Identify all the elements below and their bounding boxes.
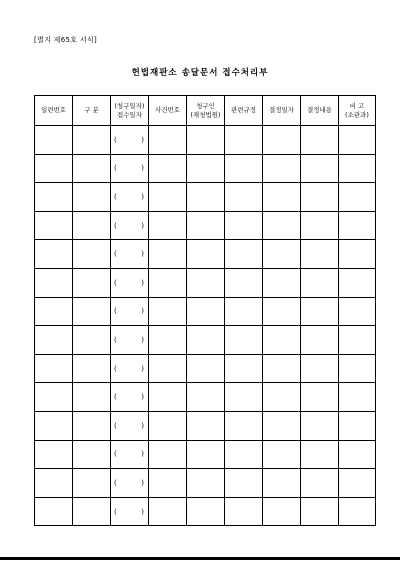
blank-cell <box>73 354 111 383</box>
table-row <box>35 326 376 355</box>
paren-close: ) <box>141 507 144 516</box>
blank-cell <box>187 411 225 440</box>
column-header-line: 결정내용 <box>306 106 333 114</box>
blank-cell <box>73 469 111 498</box>
blank-cell <box>301 183 339 212</box>
table-body <box>35 126 376 526</box>
table-row <box>35 411 376 440</box>
blank-cell <box>149 411 187 440</box>
blank-cell <box>187 354 225 383</box>
receipt-date-cell <box>111 497 149 526</box>
blank-cell <box>187 469 225 498</box>
blank-cell <box>73 211 111 240</box>
paren-open: ( <box>114 278 117 287</box>
blank-cell <box>187 154 225 183</box>
receipt-date-cell <box>111 154 149 183</box>
blank-cell <box>301 497 339 526</box>
column-header <box>187 96 225 126</box>
blank-cell <box>263 183 301 212</box>
header-row <box>35 96 376 126</box>
blank-cell <box>339 154 376 183</box>
blank-cell <box>301 469 339 498</box>
blank-cell <box>225 354 263 383</box>
blank-cell <box>263 211 301 240</box>
blank-cell <box>73 326 111 355</box>
blank-cell <box>187 497 225 526</box>
blank-cell <box>149 383 187 412</box>
blank-cell <box>339 126 376 155</box>
receipt-date-cell <box>111 383 149 412</box>
paren-open: ( <box>114 507 117 516</box>
column-header <box>301 96 339 126</box>
blank-cell <box>339 411 376 440</box>
blank-cell <box>35 240 73 269</box>
blank-cell <box>35 497 73 526</box>
blank-cell <box>73 497 111 526</box>
blank-cell <box>149 183 187 212</box>
blank-cell <box>339 183 376 212</box>
table-row <box>35 154 376 183</box>
table-row <box>35 440 376 469</box>
column-header-line: 접수일자 <box>116 110 143 119</box>
paren-close: ) <box>141 421 144 430</box>
table-row <box>35 268 376 297</box>
blank-cell <box>263 469 301 498</box>
blank-cell <box>263 411 301 440</box>
blank-cell <box>225 326 263 355</box>
receipt-date-cell <box>111 211 149 240</box>
paren-close: ) <box>141 221 144 230</box>
blank-cell <box>225 183 263 212</box>
blank-cell <box>339 268 376 297</box>
blank-cell <box>339 440 376 469</box>
page-bottom-rule <box>0 557 400 560</box>
blank-cell <box>187 240 225 269</box>
blank-cell <box>35 126 73 155</box>
paren-close: ) <box>141 192 144 201</box>
blank-cell <box>339 383 376 412</box>
blank-cell <box>301 411 339 440</box>
column-header-line: 비 고 <box>349 101 365 110</box>
blank-cell <box>263 126 301 155</box>
receipt-date-cell <box>111 183 149 212</box>
table-row <box>35 126 376 155</box>
blank-cell <box>187 211 225 240</box>
blank-cell <box>149 211 187 240</box>
blank-cell <box>225 154 263 183</box>
blank-cell <box>149 326 187 355</box>
blank-cell <box>73 297 111 326</box>
column-header <box>263 96 301 126</box>
column-header <box>339 96 376 126</box>
paren-close: ) <box>141 393 144 402</box>
column-header <box>73 96 111 126</box>
blank-cell <box>35 411 73 440</box>
blank-cell <box>73 268 111 297</box>
blank-cell <box>35 211 73 240</box>
paren-open: ( <box>114 478 117 487</box>
paren-open: ( <box>114 393 117 402</box>
blank-cell <box>263 154 301 183</box>
blank-cell <box>339 240 376 269</box>
blank-cell <box>149 268 187 297</box>
blank-cell <box>187 126 225 155</box>
paren-open: ( <box>114 221 117 230</box>
blank-cell <box>149 469 187 498</box>
table-row <box>35 354 376 383</box>
blank-cell <box>35 440 73 469</box>
blank-cell <box>301 354 339 383</box>
receipt-date-cell <box>111 469 149 498</box>
blank-cell <box>149 240 187 269</box>
receipt-date-cell <box>111 354 149 383</box>
paren-close: ) <box>141 250 144 259</box>
blank-cell <box>225 268 263 297</box>
receipt-date-cell <box>111 440 149 469</box>
blank-cell <box>149 297 187 326</box>
blank-cell <box>263 297 301 326</box>
form-number-label: [별지 제65호 서식] <box>34 36 97 44</box>
column-header <box>149 96 187 126</box>
blank-cell <box>149 497 187 526</box>
blank-cell <box>301 126 339 155</box>
column-header-line: 관련규정 <box>230 106 257 114</box>
receipt-date-cell <box>111 297 149 326</box>
blank-cell <box>35 383 73 412</box>
blank-cell <box>225 297 263 326</box>
blank-cell <box>301 154 339 183</box>
paren-open: ( <box>114 421 117 430</box>
column-header <box>35 96 73 126</box>
column-header-line: (소관과) <box>345 110 369 119</box>
paren-close: ) <box>141 364 144 373</box>
column-header-line: 구 분 <box>84 106 99 114</box>
blank-cell <box>301 211 339 240</box>
blank-cell <box>301 326 339 355</box>
blank-cell <box>187 383 225 412</box>
paren-close: ) <box>141 335 144 344</box>
column-header <box>225 96 263 126</box>
blank-cell <box>301 440 339 469</box>
column-header-line: (재청법원) <box>190 110 221 119</box>
paren-open: ( <box>114 450 117 459</box>
paren-close: ) <box>141 278 144 287</box>
blank-cell <box>339 297 376 326</box>
receipt-date-cell <box>111 411 149 440</box>
blank-cell <box>187 440 225 469</box>
blank-cell <box>301 240 339 269</box>
blank-cell <box>301 268 339 297</box>
blank-cell <box>339 497 376 526</box>
blank-cell <box>149 354 187 383</box>
paren-open: ( <box>114 364 117 373</box>
blank-cell <box>73 440 111 469</box>
blank-cell <box>73 154 111 183</box>
table-row <box>35 183 376 212</box>
blank-cell <box>187 326 225 355</box>
column-header-line: 결정일자 <box>268 106 295 114</box>
paren-open: ( <box>114 335 117 344</box>
blank-cell <box>263 497 301 526</box>
blank-cell <box>263 240 301 269</box>
receipt-date-cell <box>111 268 149 297</box>
blank-cell <box>187 183 225 212</box>
blank-cell <box>35 326 73 355</box>
blank-cell <box>73 240 111 269</box>
register-table <box>34 95 376 526</box>
document-title: 헌법재판소 송달문서 접수처리부 <box>131 68 269 78</box>
blank-cell <box>73 183 111 212</box>
paren-close: ) <box>141 164 144 173</box>
blank-cell <box>263 383 301 412</box>
blank-cell <box>35 469 73 498</box>
blank-cell <box>225 497 263 526</box>
table-row <box>35 240 376 269</box>
blank-cell <box>263 268 301 297</box>
table-row <box>35 497 376 526</box>
blank-cell <box>339 354 376 383</box>
column-header <box>111 96 149 126</box>
blank-cell <box>225 411 263 440</box>
blank-cell <box>225 383 263 412</box>
blank-cell <box>35 183 73 212</box>
receipt-date-cell <box>111 126 149 155</box>
blank-cell <box>187 297 225 326</box>
blank-cell <box>225 469 263 498</box>
blank-cell <box>225 240 263 269</box>
blank-cell <box>263 440 301 469</box>
paren-open: ( <box>114 307 117 316</box>
column-header-line: 청구인 <box>196 101 215 110</box>
blank-cell <box>149 126 187 155</box>
blank-cell <box>73 383 111 412</box>
blank-cell <box>73 411 111 440</box>
paren-open: ( <box>114 164 117 173</box>
blank-cell <box>301 383 339 412</box>
blank-cell <box>35 268 73 297</box>
blank-cell <box>263 354 301 383</box>
blank-cell <box>149 154 187 183</box>
column-header-line: 일련번호 <box>40 106 67 114</box>
paren-close: ) <box>141 307 144 316</box>
table-row <box>35 211 376 240</box>
paren-open: ( <box>114 250 117 259</box>
blank-cell <box>225 440 263 469</box>
column-header-line: (청구일자) <box>114 101 145 110</box>
table-row <box>35 469 376 498</box>
paren-open: ( <box>114 135 117 144</box>
column-header-line: 사건번호 <box>154 106 181 114</box>
blank-cell <box>149 440 187 469</box>
blank-cell <box>225 211 263 240</box>
table-row <box>35 297 376 326</box>
blank-cell <box>339 211 376 240</box>
table-row <box>35 383 376 412</box>
receipt-date-cell <box>111 240 149 269</box>
paren-close: ) <box>141 135 144 144</box>
blank-cell <box>73 126 111 155</box>
paren-close: ) <box>141 478 144 487</box>
blank-cell <box>263 326 301 355</box>
blank-cell <box>35 354 73 383</box>
receipt-date-cell <box>111 326 149 355</box>
blank-cell <box>339 469 376 498</box>
blank-cell <box>301 297 339 326</box>
paren-open: ( <box>114 192 117 201</box>
blank-cell <box>35 154 73 183</box>
blank-cell <box>225 126 263 155</box>
paren-close: ) <box>141 450 144 459</box>
blank-cell <box>339 326 376 355</box>
blank-cell <box>35 297 73 326</box>
blank-cell <box>187 268 225 297</box>
